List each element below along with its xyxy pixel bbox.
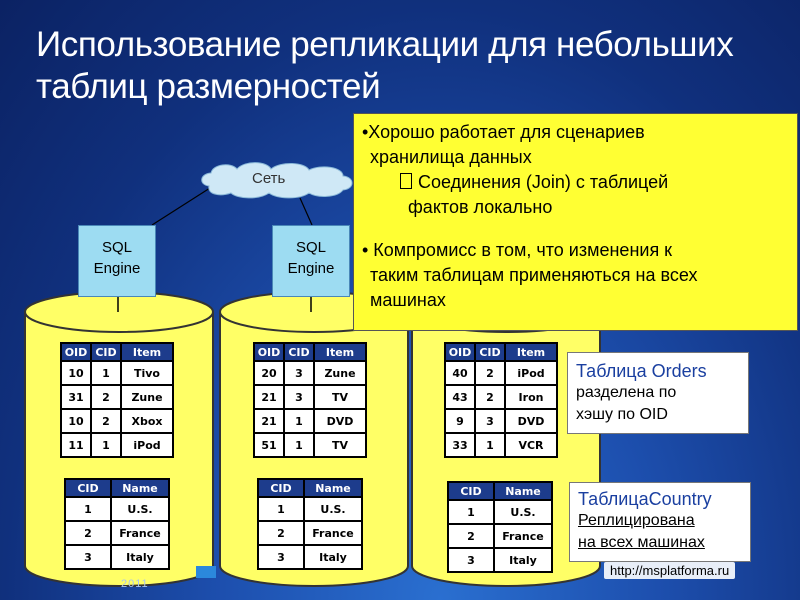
- note-country: [569, 482, 751, 562]
- header-cell: CID: [284, 343, 314, 361]
- table-cell: 20: [254, 361, 284, 385]
- table-row: [445, 361, 557, 385]
- callout-line-1: •Хорошо работает для сценариев: [362, 122, 645, 142]
- table-cell: 3: [475, 409, 505, 433]
- table-cell: 3: [284, 385, 314, 409]
- table-cell: Xbox: [121, 409, 173, 433]
- footer-url: http://msplatforma.ru: [604, 562, 735, 579]
- note-country-line-3: на всех машинах: [578, 534, 705, 551]
- table-cell: 3: [284, 361, 314, 385]
- table-cell: 10: [61, 361, 91, 385]
- header-cell: CID: [258, 479, 304, 497]
- table-cell: 3: [258, 545, 304, 569]
- table-row: [445, 385, 557, 409]
- footer-year: 2011: [121, 578, 149, 590]
- table-cell: Zune: [121, 385, 173, 409]
- header-cell: OID: [61, 343, 91, 361]
- engine-line-1: SQL: [101, 239, 132, 256]
- callout-spacer: [362, 220, 797, 238]
- table-cell: Zune: [314, 361, 366, 385]
- note-orders-line-3: хэшу по OID: [576, 406, 668, 423]
- header-cell: CID: [91, 343, 121, 361]
- table-row: [448, 500, 552, 524]
- header-cell: Item: [121, 343, 173, 361]
- table-cell: VCR: [505, 433, 557, 457]
- note-orders: [567, 352, 749, 434]
- header-cell: OID: [254, 343, 284, 361]
- table-cell: 9: [445, 409, 475, 433]
- table-header-row: [258, 479, 362, 497]
- table-cell: 1: [65, 497, 111, 521]
- table-row: [448, 548, 552, 572]
- note-country-line-2: Реплицирована: [578, 512, 695, 529]
- table-cell: 43: [445, 385, 475, 409]
- callout-line-6: таким таблицам применяються на всех: [370, 265, 698, 285]
- table-cell: 2: [475, 385, 505, 409]
- table-row: [254, 361, 366, 385]
- title-line-2: таблиц размерностей: [36, 67, 381, 106]
- table-header-row: [61, 343, 173, 361]
- table-cell: Italy: [111, 545, 169, 569]
- table-cell: 1: [448, 500, 494, 524]
- sql-engine-box-2: [272, 225, 350, 297]
- table-row: [65, 545, 169, 569]
- table-cell: 40: [445, 361, 475, 385]
- table-row: [254, 385, 366, 409]
- engine-line-2: Engine: [287, 260, 335, 277]
- table-header-row: [65, 479, 169, 497]
- table-row: [61, 433, 173, 457]
- table-cell: 2: [258, 521, 304, 545]
- table-cell: 21: [254, 385, 284, 409]
- table-cell: U.S.: [304, 497, 362, 521]
- table-cell: 2: [91, 385, 121, 409]
- sql-engine-box-1: [78, 225, 156, 297]
- table-row: [448, 524, 552, 548]
- table-row: [65, 497, 169, 521]
- table-header-row: [448, 482, 552, 500]
- table-cell: 3: [65, 545, 111, 569]
- table-cell: U.S.: [111, 497, 169, 521]
- header-cell: OID: [445, 343, 475, 361]
- table-row: [258, 545, 362, 569]
- table-cell: Iron: [505, 385, 557, 409]
- header-cell: CID: [65, 479, 111, 497]
- table-row: [254, 409, 366, 433]
- table-cell: France: [111, 521, 169, 545]
- table-row: [445, 433, 557, 457]
- table-cell: 21: [254, 409, 284, 433]
- callout-box: [353, 113, 798, 331]
- table-row: [61, 409, 173, 433]
- table-row: [61, 361, 173, 385]
- table-cell: 31: [61, 385, 91, 409]
- table-cell: France: [304, 521, 362, 545]
- table-cell: 33: [445, 433, 475, 457]
- table-row: [258, 521, 362, 545]
- table-cell: 11: [61, 433, 91, 457]
- table-cell: iPod: [121, 433, 173, 457]
- table-cell: 2: [91, 409, 121, 433]
- header-cell: CID: [475, 343, 505, 361]
- callout-line-3: Соединения (Join) с таблицей: [418, 172, 669, 192]
- table-cell: 1: [284, 433, 314, 457]
- table-cell: 51: [254, 433, 284, 457]
- table-row: [65, 521, 169, 545]
- table-cell: France: [494, 524, 552, 548]
- table-cell: iPod: [505, 361, 557, 385]
- note-orders-line-2: разделена по: [576, 384, 677, 401]
- table-header-row: [254, 343, 366, 361]
- table-cell: 2: [448, 524, 494, 548]
- header-cell: Name: [494, 482, 552, 500]
- note-country-title: ТаблицаCountry: [578, 489, 712, 509]
- table-cell: 1: [91, 361, 121, 385]
- header-cell: Name: [111, 479, 169, 497]
- engine-line-1: SQL: [295, 239, 326, 256]
- table-row: [258, 497, 362, 521]
- callout-subitem: [362, 170, 797, 195]
- callout-line-5: • Компромисс в том, что изменения к: [362, 240, 673, 260]
- country-table-3: [447, 481, 553, 573]
- title-line-1: Использование репликации для небольших: [36, 25, 734, 64]
- table-cell: DVD: [505, 409, 557, 433]
- table-cell: 1: [91, 433, 121, 457]
- table-cell: 1: [284, 409, 314, 433]
- table-cell: 2: [475, 361, 505, 385]
- country-table-2: [257, 478, 363, 570]
- engine-line-2: Engine: [93, 260, 141, 277]
- callout-line-4: фактов локально: [408, 197, 553, 217]
- table-cell: Tivo: [121, 361, 173, 385]
- table-cell: 10: [61, 409, 91, 433]
- table-row: [445, 409, 557, 433]
- table-header-row: [445, 343, 557, 361]
- table-cell: Italy: [304, 545, 362, 569]
- table-cell: 1: [475, 433, 505, 457]
- callout-line-7: машинах: [370, 290, 446, 310]
- table-cell: TV: [314, 433, 366, 457]
- note-orders-title: Таблица Orders: [576, 361, 707, 381]
- orders-table-2: [253, 342, 367, 458]
- header-cell: Item: [505, 343, 557, 361]
- header-cell: CID: [448, 482, 494, 500]
- header-cell: Item: [314, 343, 366, 361]
- table-row: [61, 385, 173, 409]
- orders-table-1: [60, 342, 174, 458]
- table-cell: DVD: [314, 409, 366, 433]
- orders-table-3: [444, 342, 558, 458]
- bullet-box-icon: [400, 173, 412, 189]
- header-cell: Name: [304, 479, 362, 497]
- table-cell: 3: [448, 548, 494, 572]
- table-cell: TV: [314, 385, 366, 409]
- decorative-bar: [196, 566, 216, 578]
- network-label: Сеть: [252, 170, 286, 187]
- link-2: [300, 198, 312, 225]
- table-cell: 2: [65, 521, 111, 545]
- table-cell: 1: [258, 497, 304, 521]
- callout-line-2: хранилища данных: [370, 147, 532, 167]
- table-cell: Italy: [494, 548, 552, 572]
- table-cell: U.S.: [494, 500, 552, 524]
- country-table-1: [64, 478, 170, 570]
- table-row: [254, 433, 366, 457]
